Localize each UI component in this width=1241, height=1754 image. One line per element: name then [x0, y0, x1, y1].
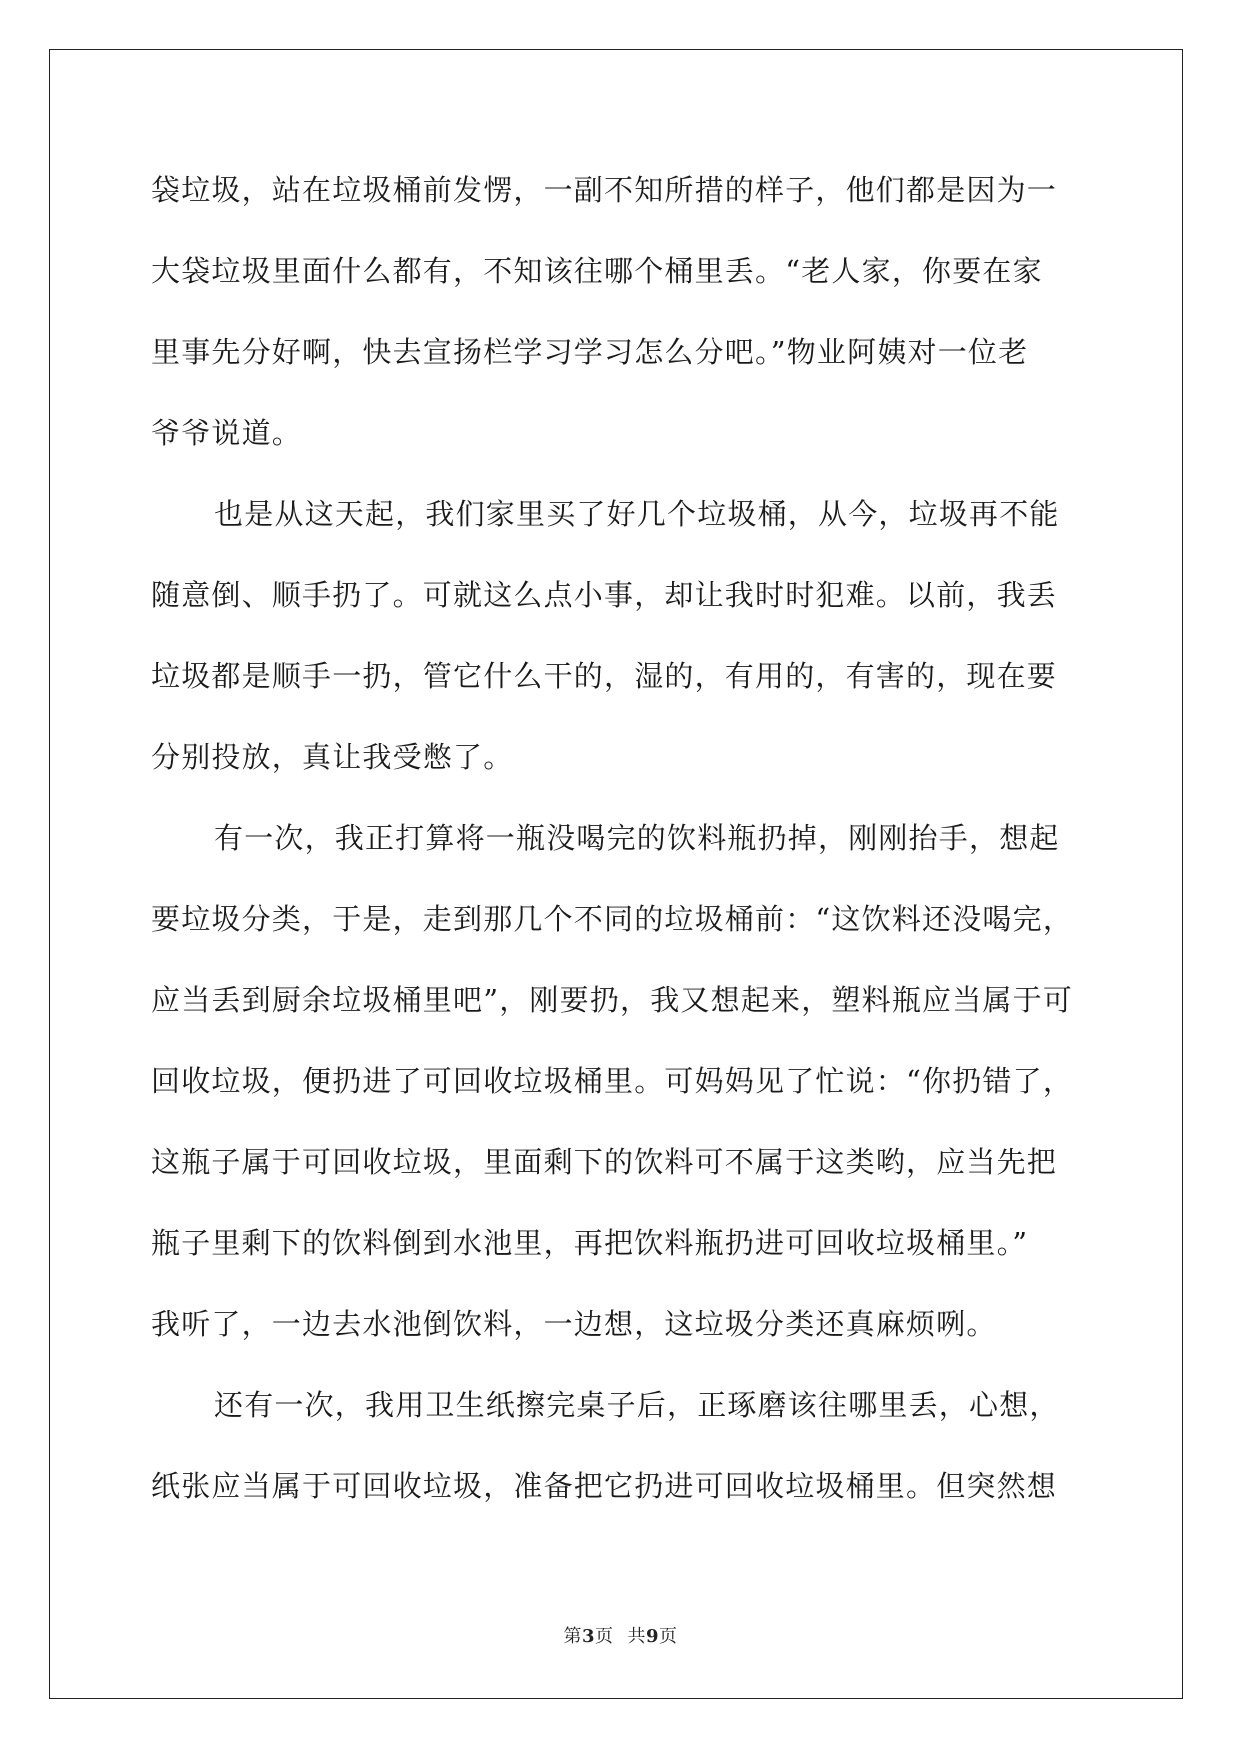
text-line: 袋垃圾，站在垃圾桶前发愣，一副不知所措的样子，他们都是因为一	[151, 173, 1058, 207]
page-suffix: 页	[595, 1626, 614, 1647]
text-line: 里事先分好啊，快去宣扬栏学习学习怎么分吧。”物业阿姨对一位老	[151, 335, 1029, 369]
page-footer	[0, 1622, 1241, 1648]
document-body	[151, 150, 1091, 1527]
text-line: 这瓶子属于可回收垃圾，里面剩下的饮料可不属于这类哟，应当先把	[151, 1145, 1058, 1179]
text-line: 纸张应当属于可回收垃圾，准备把它扔进可回收垃圾桶里。但突然想	[151, 1469, 1058, 1503]
text-line: 应当丢到厨余垃圾桶里吧”，刚要扔，我又想起来，塑料瓶应当属于可	[151, 983, 1074, 1017]
text-line: 爷爷说道。	[151, 416, 303, 450]
text-line: 垃圾都是顺手一扔，管它什么干的，湿的，有用的，有害的，现在要	[151, 659, 1058, 693]
paragraph-start-line: 有一次，我正打算将一瓶没喝完的饮料瓶扔掉，刚刚抬手，想起	[214, 821, 1060, 855]
page-number: 3	[581, 1626, 595, 1647]
text-line: 要垃圾分类，于是，走到那几个不同的垃圾桶前：“这饮料还没喝完，	[151, 902, 1074, 936]
paragraph-start-line: 还有一次，我用卫生纸擦完桌子后，正琢磨该往哪里丢，心想，	[214, 1388, 1060, 1422]
text-line: 分别投放，真让我受憋了。	[151, 740, 514, 774]
text-line: 瓶子里剩下的饮料倒到水池里，再把饮料瓶扔进可回收垃圾桶里。”	[151, 1226, 1029, 1260]
text-line: 随意倒、顺手扔了。可就这么点小事，却让我时时犯难。以前，我丢	[151, 578, 1058, 612]
text-line: 我听了，一边去水池倒饮料，一边想，这垃圾分类还真麻烦咧。	[151, 1307, 997, 1341]
text-line: 大袋垃圾里面什么都有，不知该往哪个桶里丢。“老人家，你要在家	[151, 254, 1043, 288]
total-pages: 9	[646, 1626, 660, 1647]
total-suffix: 页	[659, 1626, 678, 1647]
text-line: 回收垃圾，便扔进了可回收垃圾桶里。可妈妈见了忙说：“你扔错了，	[151, 1064, 1074, 1098]
page-prefix: 第	[563, 1626, 582, 1647]
paragraph-start-line: 也是从这天起，我们家里买了好几个垃圾桶，从今，垃圾再不能	[214, 497, 1060, 531]
total-prefix: 共	[627, 1626, 646, 1647]
